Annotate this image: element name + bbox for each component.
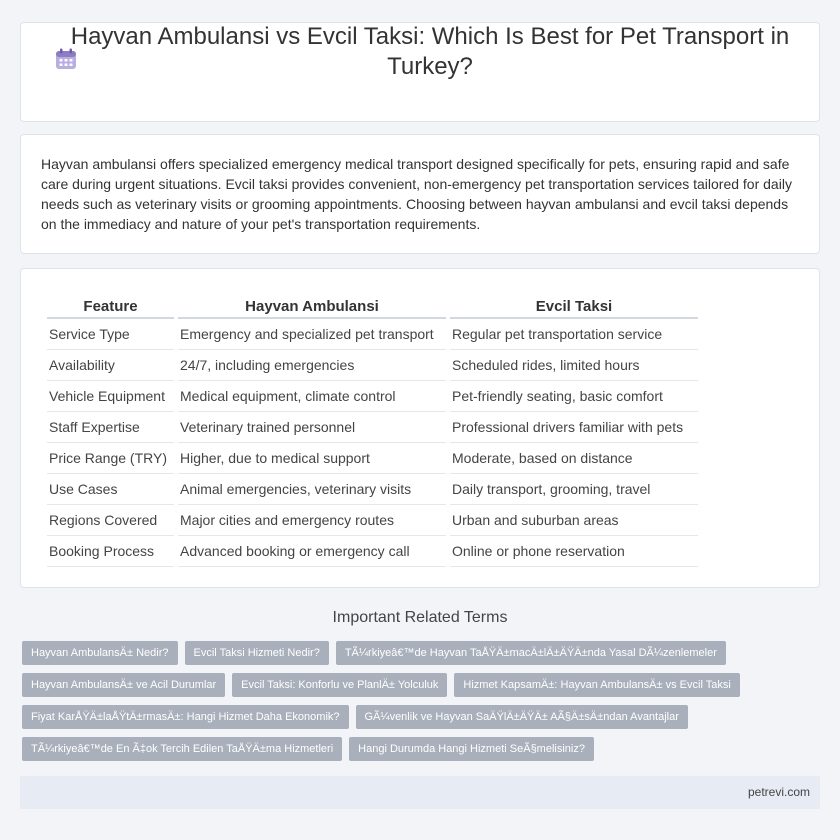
table-cell: Daily transport, grooming, travel — [450, 474, 698, 505]
related-tag[interactable]: Fiyat KarÅŸÄ±laÅŸtÄ±rmasÄ±: Hangi Hizmet Daha Ekonomik? — [22, 705, 349, 729]
table-cell: Advanced booking or emergency call — [178, 536, 446, 567]
table-row — [47, 381, 698, 412]
related-terms-heading: Important Related Terms — [332, 609, 508, 626]
page-title: Hayvan Ambulansi vs Evcil Taksi: Which Is Best for Pet Transport in Turkey? — [70, 23, 790, 80]
related-tag[interactable]: Hizmet KapsamÄ±: Hayvan AmbulansÄ± vs Evcil Taksi — [454, 673, 739, 697]
table-cell: 24/7, including emergencies — [178, 350, 446, 381]
table-cell: Price Range (TRY) — [47, 443, 174, 474]
header-hayvan-ambulansi: Hayvan Ambulansi — [178, 295, 446, 319]
tag-row — [22, 737, 802, 761]
table-row — [47, 319, 698, 350]
related-tag[interactable]: Evcil Taksi Hizmeti Nedir? — [185, 641, 329, 665]
related-tag[interactable]: TÃ¼rkiyeâ€™de En Ã‡ok Tercih Edilen TaÅŸÄ±ma Hizmetleri — [22, 737, 342, 761]
intro-card — [20, 134, 820, 254]
intro-paragraph: Hayvan ambulansi offers specialized emergency medical transport designed specifically for pets, ensuring rapid and safe care during urgent situations. Evcil taksi provides convenient, non-emergency pet transportation services tailored for daily needs such as veterinary visits or grooming appointments. Choosing between hayvan ambulansi and evcil taksi depends on the immediacy and nature of your pet's transportation requirements. — [41, 156, 792, 232]
table-cell: Veterinary trained personnel — [178, 412, 446, 443]
table-row — [47, 536, 698, 567]
comparison-table-card — [20, 268, 820, 588]
related-tag[interactable]: Hangi Durumda Hangi Hizmeti SeÃ§melisiniz? — [349, 737, 594, 761]
table-cell: Booking Process — [47, 536, 174, 567]
table-cell: Pet-friendly seating, basic comfort — [450, 381, 698, 412]
table-header-row — [47, 295, 698, 319]
related-tag[interactable]: Hayvan AmbulansÄ± ve Acil Durumlar — [22, 673, 225, 697]
footer — [20, 776, 820, 809]
table-row — [47, 350, 698, 381]
table-cell: Major cities and emergency routes — [178, 505, 446, 536]
table-cell: Online or phone reservation — [450, 536, 698, 567]
title-wrap — [40, 22, 820, 82]
table-cell: Moderate, based on distance — [450, 443, 698, 474]
table-cell: Use Cases — [47, 474, 174, 505]
table-cell: Staff Expertise — [47, 412, 174, 443]
table-cell: Urban and suburban areas — [450, 505, 698, 536]
table-cell: Regions Covered — [47, 505, 174, 536]
header-evcil-taksi: Evcil Taksi — [450, 295, 698, 319]
related-tag[interactable]: Evcil Taksi: Konforlu ve PlanlÄ± Yolculuk — [232, 673, 447, 697]
related-tags — [22, 641, 802, 769]
table-row — [47, 505, 698, 536]
table-row — [47, 412, 698, 443]
related-tag[interactable]: TÃ¼rkiyeâ€™de Hayvan TaÅŸÄ±macÄ±lÄ±ÄŸÄ±nda Yasal DÃ¼zenlemeler — [336, 641, 726, 665]
table-cell: Scheduled rides, limited hours — [450, 350, 698, 381]
comparison-table — [43, 295, 702, 567]
table-row — [47, 474, 698, 505]
tag-row — [22, 705, 802, 729]
table-cell: Service Type — [47, 319, 174, 350]
related-tag[interactable]: GÃ¼venlik ve Hayvan SaÄŸlÄ±ÄŸÄ± AÃ§Ä±sÄ±ndan Avantajlar — [356, 705, 688, 729]
tag-row — [22, 641, 802, 665]
header-feature: Feature — [47, 295, 174, 319]
table-cell: Emergency and specialized pet transport — [178, 319, 446, 350]
tag-row — [22, 673, 802, 697]
related-tag[interactable]: Hayvan AmbulansÄ± Nedir? — [22, 641, 178, 665]
table-cell: Regular pet transportation service — [450, 319, 698, 350]
table-cell: Medical equipment, climate control — [178, 381, 446, 412]
table-cell: Availability — [47, 350, 174, 381]
table-cell: Vehicle Equipment — [47, 381, 174, 412]
table-cell: Professional drivers familiar with pets — [450, 412, 698, 443]
table-cell: Animal emergencies, veterinary visits — [178, 474, 446, 505]
table-row — [47, 443, 698, 474]
table-cell: Higher, due to medical support — [178, 443, 446, 474]
footer-site-link[interactable]: petrevi.com — [747, 785, 810, 799]
